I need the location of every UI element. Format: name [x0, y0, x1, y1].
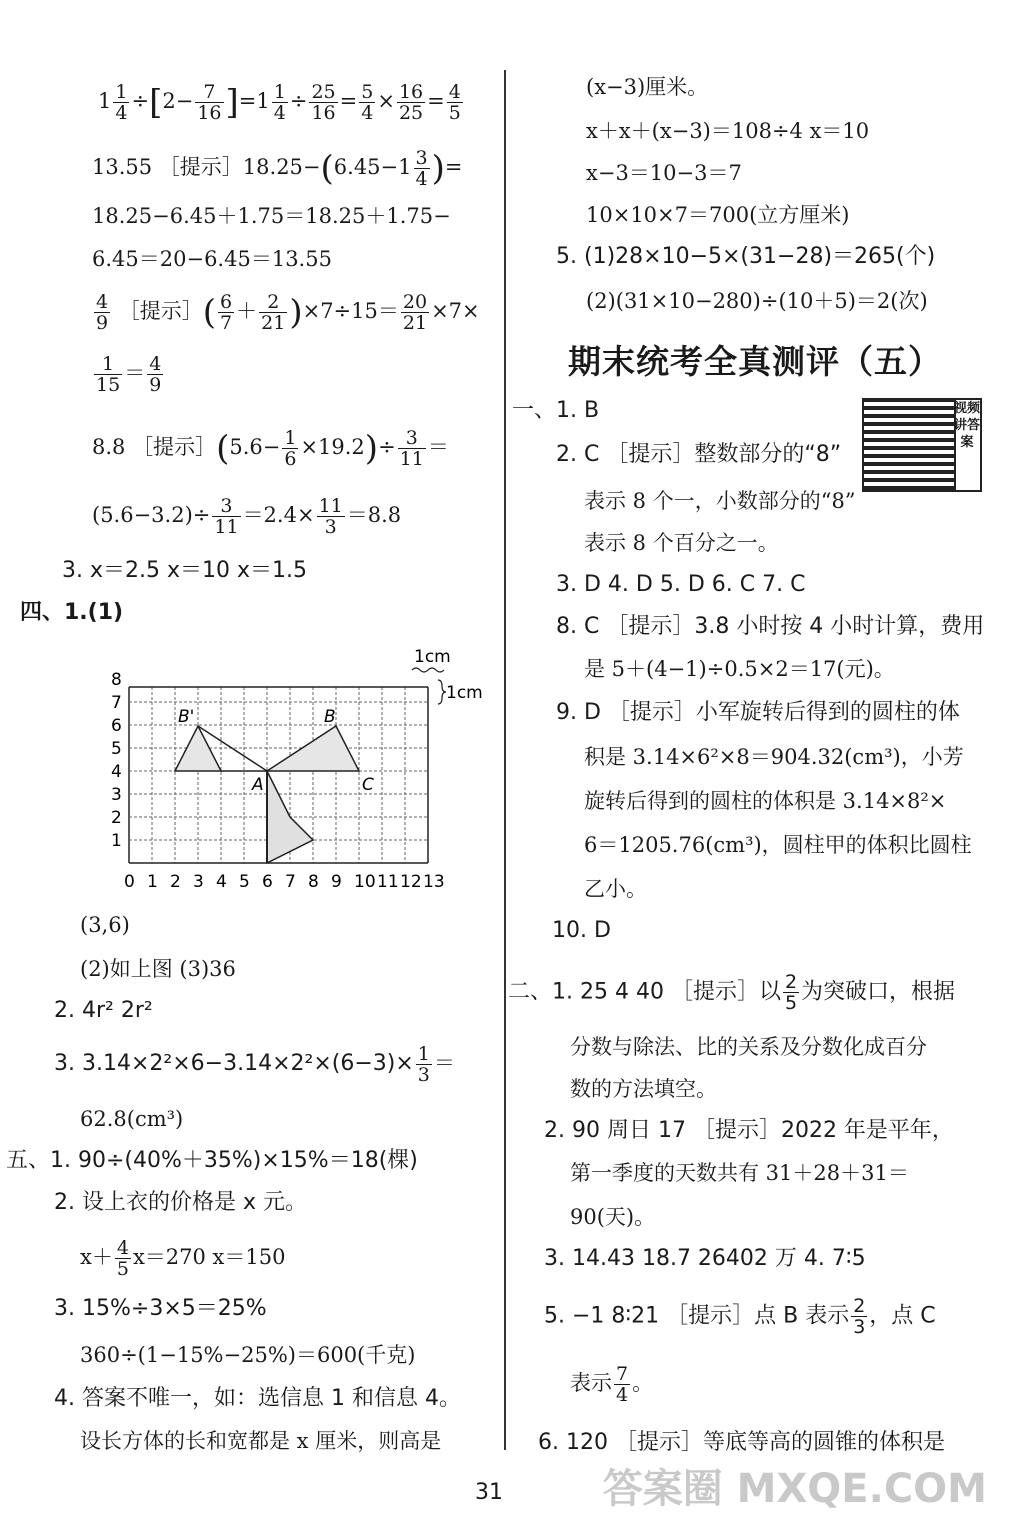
answer-line: 3. D 4. D 5. D 6. C 7. C	[556, 572, 806, 597]
x-tick-label: 6	[262, 872, 273, 892]
x-tick-label: 5	[239, 872, 250, 892]
answer-line: 表示 8 个一，小数部分的“8”	[584, 489, 856, 513]
watermark: 答案圈 MXQE.COM	[602, 1466, 987, 1512]
y-tick-label: 8	[111, 670, 122, 690]
section-line: 五、1. 90÷(40%＋35%)×15%＝18(棵)	[6, 1148, 418, 1173]
answer-line: 4. 答案不唯一，如：选信息 1 和信息 4。	[54, 1386, 461, 1411]
answer-line: 62.8(cm³)	[80, 1107, 184, 1131]
y-tick-label: 2	[111, 808, 122, 828]
section-line: 二、1. 25 4 40 ［提示］以 $\frac{2}{5}$ 为突破口，根据	[508, 971, 956, 1014]
column-divider	[504, 70, 506, 1450]
math-line: 18.25−6.45＋1.75＝18.25＋1.75−	[92, 204, 451, 228]
math-line: 6.45＝20−6.45＝13.55	[92, 247, 332, 271]
answer-line: 3. 14.43 18.7 26402 万 4. 7∶5	[544, 1246, 866, 1271]
answer-line: x＋x＋(x−3)＝108÷4 x＝10	[586, 119, 870, 143]
answer-line: 一、1. B	[512, 398, 600, 423]
x-tick-label: 2	[170, 872, 181, 892]
x-tick-label: 9	[331, 872, 342, 892]
answer-line: 9. D ［提示］小军旋转后得到的圆柱的体	[556, 700, 960, 725]
answer-line: 8. C ［提示］3.8 小时按 4 小时计算，费用	[556, 614, 985, 639]
y-tick-label: 3	[111, 785, 122, 805]
x-tick-label: 3	[193, 872, 204, 892]
math-line: $\frac{4}{9}$ ［提示］( $\frac{6}{7}$ ＋ $\frac{2}{21}$ )×7÷15＝ $\frac{20}{21}$ ×7×	[96, 291, 480, 334]
section-title: 期末统考全真测评（五）	[568, 342, 942, 381]
answer-line: 2. 90 周日 17 ［提示］2022 年是平年，	[544, 1118, 954, 1143]
answer-line: 是 5＋(4−1)÷0.5×2＝17(元)。	[584, 657, 895, 681]
answer-line: (3,6)	[80, 913, 130, 937]
answer-line: (2)(31×10−280)÷(10＋5)＝2(次)	[586, 289, 928, 313]
answer-line: 5. −1 8∶21 ［提示］点 B 表示 $\frac{2}{3}$ ，点 C	[544, 1295, 936, 1338]
y-tick-label: 1	[111, 831, 122, 851]
qr-code-icon[interactable]	[862, 398, 956, 492]
coordinate-grid	[100, 640, 500, 900]
section-heading: 四、1.(1)	[20, 600, 124, 625]
x-tick-label: 10	[354, 872, 376, 892]
answer-line: 设长方体的长和宽都是 x 厘米，则高是	[80, 1429, 442, 1453]
answer-line: 第一季度的天数共有 31＋28＋31＝	[570, 1161, 909, 1185]
answer-line: 6＝1205.76(cm³)，圆柱甲的体积比圆柱	[584, 833, 972, 857]
answer-line: 3. 15%÷3×5＝25%	[54, 1296, 267, 1321]
x-tick-label: 8	[308, 872, 319, 892]
math-line: 1 $\frac{1}{4}$ ÷[2− $\frac{7}{16}$ ]=1 $\frac{1}{4}$ ÷ $\frac{25}{16}$ = $\frac{5}{4}$ × $\frac{16}{25}$ = $\frac{4}{5}$	[98, 81, 461, 124]
point-A: A	[252, 775, 264, 795]
answer-line: 乙小。	[584, 877, 647, 901]
answer-line: 表示 8 个百分之一。	[584, 531, 779, 555]
x-tick-label: 12	[400, 872, 422, 892]
y-tick-label: 6	[111, 716, 122, 736]
answer-line: 2. 设上衣的价格是 x 元。	[54, 1190, 307, 1215]
y-tick-label: 7	[111, 693, 122, 713]
math-line: 13.55 ［提示］18.25−(6.45−1 $\frac{3}{4}$ )=	[92, 147, 463, 190]
answer-line: 10. D	[552, 918, 611, 943]
unit-label-x: 1cm	[414, 647, 451, 667]
y-tick-label: 4	[111, 762, 122, 782]
math-line: x＋ $\frac{4}{5}$ x＝270 x＝150	[80, 1237, 286, 1280]
answer-line: 分数与除法、比的关系及分数化成百分	[570, 1035, 927, 1059]
answer-line: (2)如上图 (3)36	[80, 957, 236, 981]
answer-line: (x−3)厘米。	[586, 75, 709, 99]
math-line: $\frac{1}{15}$ ＝ $\frac{4}{9}$	[96, 353, 162, 396]
answer-line: 2. C ［提示］整数部分的“8”	[556, 442, 842, 467]
point-C: C	[362, 775, 374, 795]
answer-line: 6. 120 ［提示］等底等高的圆锥的体积是	[538, 1430, 945, 1455]
math-line: (5.6−3.2)÷ $\frac{3}{11}$ ＝2.4× $\frac{11}{3}$ ＝8.8	[92, 495, 402, 538]
answer-line: 10×10×7＝700(立方厘米)	[586, 203, 850, 227]
page-number: 31	[475, 1480, 503, 1505]
x-tick-label: 1	[147, 872, 158, 892]
answer-line: 3. x＝2.5 x＝10 x＝1.5	[62, 558, 307, 583]
qr-caption: 视频讲答案	[954, 398, 982, 492]
answer-line: 旋转后得到的圆柱的体积是 3.14×8²×	[584, 789, 947, 813]
answer-line: 数的方法填空。	[570, 1077, 717, 1101]
math-line: 3. 3.14×2²×6−3.14×2²×(6−3)× $\frac{1}{3}$ ＝	[54, 1043, 455, 1086]
x-tick-label: 4	[216, 872, 227, 892]
y-tick-label: 5	[111, 739, 122, 759]
x-tick-label: 7	[285, 872, 296, 892]
answer-line: 表示 $\frac{7}{4}$ 。	[570, 1363, 654, 1406]
point-B-prime: B'	[178, 707, 195, 727]
answer-line: 积是 3.14×6²×8＝904.32(cm³)，小芳	[584, 745, 964, 769]
math-line: 8.8 ［提示］(5.6− $\frac{1}{6}$ ×19.2)÷ $\frac{3}{11}$ ＝	[92, 427, 449, 470]
answer-line: 90(天)。	[570, 1205, 656, 1229]
unit-label-y: 1cm	[446, 683, 483, 703]
answer-line: 2. 4r² 2r²	[54, 998, 153, 1023]
answer-line: 5. (1)28×10−5×(31−28)＝265(个)	[556, 244, 936, 269]
x-tick-label: 0	[124, 872, 135, 892]
answer-line: x−3＝10−3＝7	[586, 161, 742, 185]
answer-line: 360÷(1−15%−25%)＝600(千克)	[80, 1343, 416, 1367]
x-tick-label: 11	[377, 872, 399, 892]
point-B: B	[324, 707, 336, 727]
x-tick-label: 13	[423, 872, 445, 892]
